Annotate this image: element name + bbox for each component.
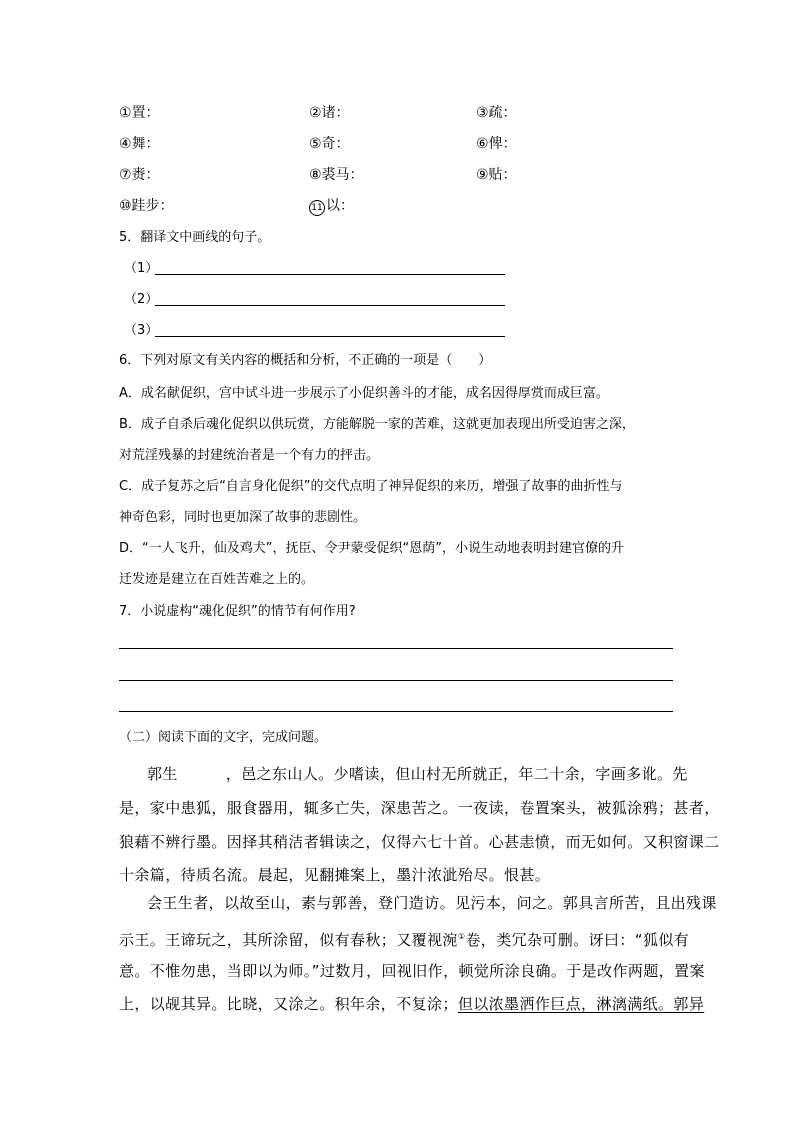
- vocab-item-8: ⑧裘马：: [309, 167, 364, 183]
- vocab-item-9: ⑨贴：: [476, 167, 517, 183]
- vocab-item-7: ⑦赉：: [119, 167, 160, 183]
- vocab-item-4: ④舞：: [119, 136, 160, 152]
- q5-answer-line-3[interactable]: [155, 336, 505, 337]
- q7-answer-line-3[interactable]: [119, 711, 673, 712]
- footnote-marker: ①: [457, 932, 466, 941]
- vocab-item-11: [309, 197, 354, 216]
- passage-p1-line-2: 是，家中患狐，服食器用，辄多亡失，深患苦之。一夜读，卷置案头，被狐涂鸦；甚者，: [119, 799, 720, 817]
- q5-answer-line-2[interactable]: [155, 305, 505, 306]
- q5-answer-line-1[interactable]: [155, 274, 505, 275]
- vocab-item-5: ⑤奇：: [309, 136, 350, 152]
- vocab-item-1: ①置：: [119, 105, 160, 121]
- q5-title: 5．翻译文中画线的句子。: [119, 230, 271, 245]
- q6-option-c-line-1: C．成子复苏之后“自言身化促织”的交代点明了神异促织的来历，增强了故事的曲折性与: [119, 479, 623, 494]
- section-2-heading: （二）阅读下面的文字，完成问题。: [119, 730, 328, 745]
- q6-title: 6．下列对原文有关内容的概括和分析，不正确的一项是（ ）: [119, 353, 492, 368]
- passage-p1-line-4: 十余篇，待质名流。晨起，见翻摊案上，墨汁浓泚殆尽。恨甚。: [119, 866, 551, 884]
- q6-option-a: A．成名献促织，宫中试斗进一步展示了小促织善斗的才能，成名因得厚赏而成巨富。: [119, 386, 609, 401]
- passage-p2-line-4: 上，以觇其异。比晓，又涂之。积年余，不复涂；但以浓墨洒作巨点，淋漓满纸。郭异: [119, 995, 705, 1013]
- circled-number-11: 11: [309, 200, 325, 216]
- passage-p2-line-2: 示王。王谛玩之，其所涂留，似有春秋；又覆视涴①卷，类冗杂可删。讶曰：“狐似有: [119, 931, 690, 949]
- q7-title: 7．小说虚构“魂化促织”的情节有何作用?: [119, 604, 356, 619]
- underlined-sentence: 但以浓墨洒作巨点，淋漓满纸。郭异: [457, 995, 705, 1013]
- vocab-item-6: ⑥俾：: [476, 136, 517, 152]
- vocab-item-3: ③疏：: [476, 105, 517, 121]
- vocab-item-2: ②诸：: [309, 105, 350, 121]
- vocab-item-11-label: 以：: [326, 198, 354, 214]
- q6-option-b-line-1: B．成子自杀后魂化促织以供玩赏，方能解脱一家的苦难，这就更加表现出所受迫害之深，: [119, 417, 635, 432]
- q5-item-1-label: （1）: [124, 261, 159, 276]
- q6-option-c-line-2: 神奇色彩，同时也更加深了故事的悲剧性。: [119, 510, 367, 525]
- passage-p1-line-1: 郭生 ，邑之东山人。少嗜读，但山村无所就正，年二十余，字画多讹。先: [147, 765, 688, 783]
- passage-p1-line-3: 狼藉不辨行墨。因择其稍洁者辑读之，仅得六七十首。心甚恚愤，而无如何。又积窗课二: [119, 833, 720, 851]
- passage-p2-line-3: 意。不惟勿患，当即以为师。”过数月，回视旧作，顿觉所涂良确。于是改作两题，置案: [119, 962, 705, 980]
- q6-option-d-line-2: 迁发迹是建立在百姓苦难之上的。: [119, 572, 315, 587]
- vocab-item-10: ⑩跬步：: [119, 198, 174, 214]
- q5-item-2-label: （2）: [124, 292, 159, 307]
- q6-option-b-line-2: 对荒淫残暴的封建统治者是一个有力的抨击。: [119, 448, 380, 463]
- q6-option-d-line-1: D．“一人飞升，仙及鸡犬”，抚臣、令尹蒙受促织“恩荫”，小说生动地表明封建官僚的升: [119, 541, 624, 556]
- q7-answer-line-1[interactable]: [119, 648, 673, 649]
- passage-p2-line-1: 会王生者，以故至山，素与郭善，登门造访。见污本，问之。郭具言所苦，且出残课: [147, 894, 717, 912]
- q7-answer-line-2[interactable]: [119, 680, 673, 681]
- q5-item-3-label: （3）: [124, 323, 159, 338]
